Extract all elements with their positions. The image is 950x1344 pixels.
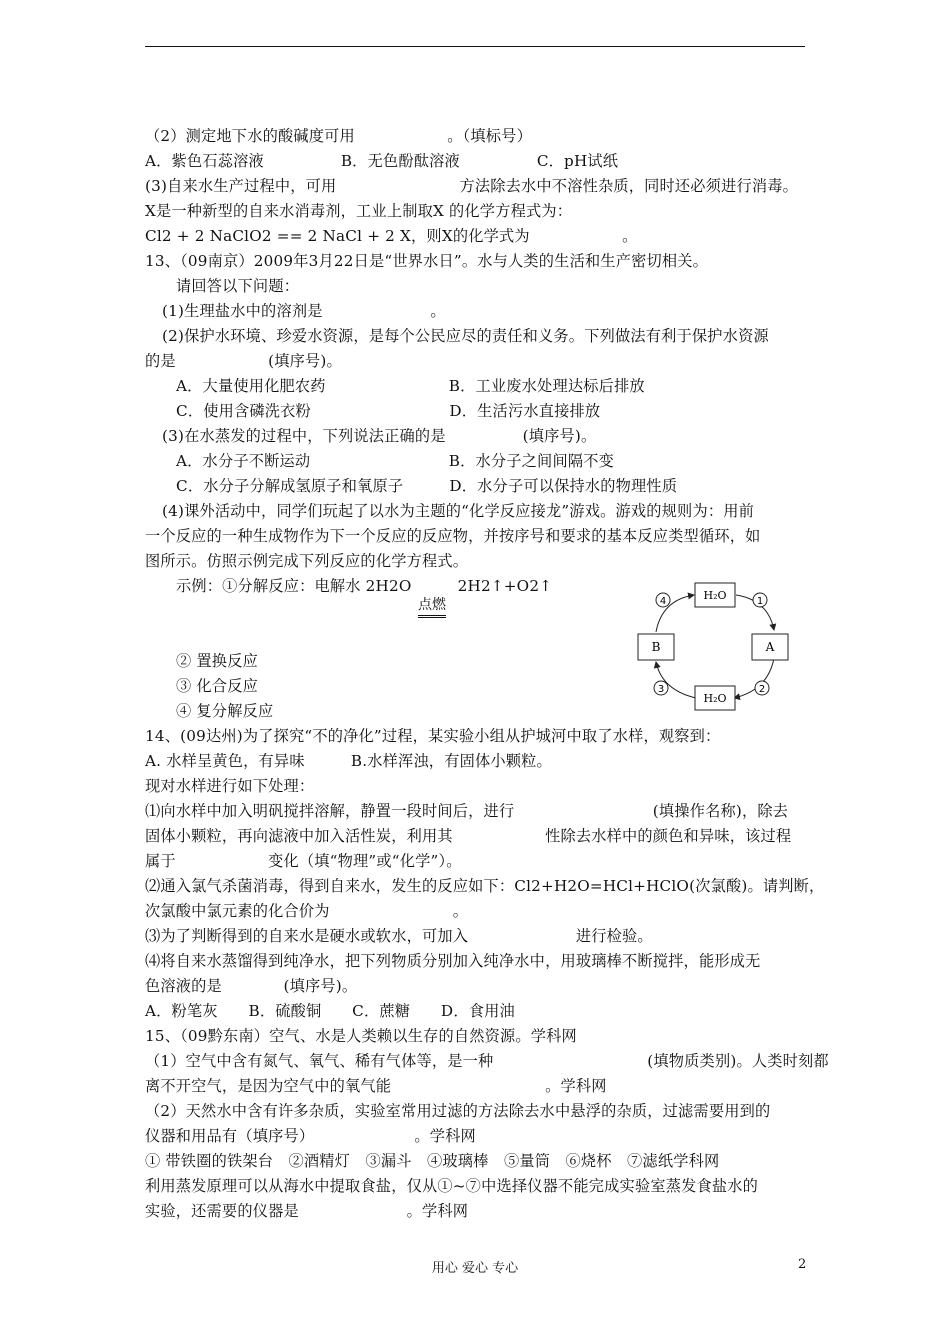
example-line: 示例：①分解反应：电解水 2H2O 2H2↑+O2↑ (176, 577, 553, 595)
step-3-label: 3 (657, 684, 665, 695)
box-b-label: B (651, 640, 661, 654)
text-line: A．紫色石蕊溶液 B．无色酚酞溶液 C．pH试纸 (145, 152, 619, 170)
text-line: 请回答以下问题： (176, 277, 300, 295)
question-14-heading: 14、(09达州)为了探究“不的净化”过程，某实验小组从护城河中取了水样，观察到： (145, 727, 721, 745)
text-line: 实验，还需要的仪器是 。学科网 (145, 1202, 469, 1220)
text-line: 色溶液的是 (填序号)。 (145, 977, 358, 995)
water-box-bottom-label: H₂O (703, 692, 727, 705)
reaction-cycle-diagram (628, 578, 806, 714)
header-rule (145, 46, 805, 47)
option-line: C．使用含磷洗衣粉 D．生活污水直接排放 (176, 402, 601, 420)
text-line: ⑵通入氯气杀菌消毒，得到自来水，发生的反应如下：Cl2+H2O=HCl+HClO(次氯酸)。请判断， (145, 877, 825, 895)
text-line: （1）空气中含有氮气、氧气、稀有气体等，是一种 (填物质类别)。人类时刻都 (145, 1052, 829, 1070)
option-line: A．水分子不断运动 B．水分子之间间隔不变 (176, 452, 614, 470)
text-line: (3)自来水生产过程中，可用 方法除去水中不溶性杂质，同时还必须进行消毒。 (145, 177, 799, 195)
answer-line: ② 置换反应 (176, 652, 258, 670)
water-box-top-label: H₂O (703, 589, 727, 602)
text-line: (1)生理盐水中的溶剂是 。 (162, 302, 446, 320)
option-line: C．水分子分解成氢原子和氧原子 D．水分子可以保持水的物理性质 (176, 477, 678, 495)
answer-line: ③ 化合反应 (176, 677, 258, 695)
answer-line: ④ 复分解反应 (176, 702, 274, 720)
text-line: X是一种新型的自来水消毒剂，工业上制取X 的化学方程式为： (145, 202, 573, 220)
text-line: 固体小颗粒，再向滤液中加入活性炭，利用其 性除去水样中的颜色和异味，该过程 (145, 827, 792, 845)
step-2-label: 2 (758, 684, 766, 695)
text-line: （2）天然水中含有许多杂质，实验室常用过滤的方法除去水中悬浮的杂质，过滤需要用到的 (145, 1102, 771, 1120)
reaction-condition-label: 点燃 (418, 596, 446, 618)
box-a-label: A (765, 640, 775, 654)
text-line: 图所示。仿照示例完成下列反应的化学方程式。 (145, 552, 469, 570)
text-line: ⑷将自来水蒸馏得到纯净水，把下列物质分别加入纯净水中，用玻璃棒不断搅拌，能形成无 (145, 952, 761, 970)
page-number: 2 (798, 1257, 807, 1272)
question-13-heading: 13、（09南京）2009年3月22日是“世界水日”。水与人类的生活和生产密切相关。 (145, 252, 709, 270)
text-line: (2)保护水环境、珍爱水资源，是每个公民应尽的责任和义务。下列做法有利于保护水资源 (162, 327, 769, 345)
text-line: 利用蒸发原理可以从海水中提取食盐，仅从①~⑦中选择仪器不能完成实验室蒸发食盐水的 (145, 1177, 759, 1195)
option-line: A．粉笔灰 B．硫酸铜 C．蔗糖 D．食用油 (145, 1002, 515, 1020)
text-line: (4)课外活动中，同学们玩起了以水为主题的“化学反应接龙”游戏。游戏的规则为：用前 (162, 502, 754, 520)
text-line: ⑶为了判断得到的自来水是硬水或软水，可加入 进行检验。 (145, 927, 653, 945)
text-line: Cl2 + 2 NaClO2 == 2 NaCl + 2 X，则X的化学式为 。 (145, 227, 638, 245)
text-line: 一个反应的一种生成物作为下一个反应的反应物，并按序号和要求的基本反应类型循环，如 (145, 527, 761, 545)
step-1-label: 1 (756, 596, 764, 607)
text-line: 离不开空气，是因为空气中的氧气能 。学科网 (145, 1077, 607, 1095)
text-line: A. 水样呈黄色，有异味 B.水样浑浊，有固体小颗粒。 (145, 752, 552, 770)
text-line: （2）测定地下水的酸碱度可用 。（填标号） (145, 127, 532, 145)
step-4-label: 4 (659, 596, 667, 607)
text-line: 的是 (填序号)。 (145, 352, 342, 370)
text-line: ⑴向水样中加入明矾搅拌溶解，静置一段时间后，进行 (填操作名称)，除去 (145, 802, 789, 820)
text-line: 现对水样进行如下处理： (145, 777, 315, 795)
text-line: (3)在水蒸发的过程中，下列说法正确的是 (填序号)。 (162, 427, 597, 445)
text-line: 次氯酸中氯元素的化合价为 。 (145, 902, 469, 920)
text-line: 仪器和用品有（填序号） 。学科网 (145, 1127, 476, 1145)
text-line: 属于 变化（填“物理”或“化学”）。 (145, 852, 462, 870)
footer-motto: 用心 爱心 专心 (431, 1261, 519, 1276)
text-line: ① 带铁圈的铁架台 ②酒精灯 ③漏斗 ④玻璃棒 ⑤量筒 ⑥烧杯 ⑦滤纸学科网 (145, 1152, 720, 1170)
option-line: A．大量使用化肥农药 B．工业废水处理达标后排放 (176, 377, 645, 395)
question-15-heading: 15、（09黔东南）空气、水是人类赖以生存的自然资源。学科网 (145, 1027, 577, 1045)
